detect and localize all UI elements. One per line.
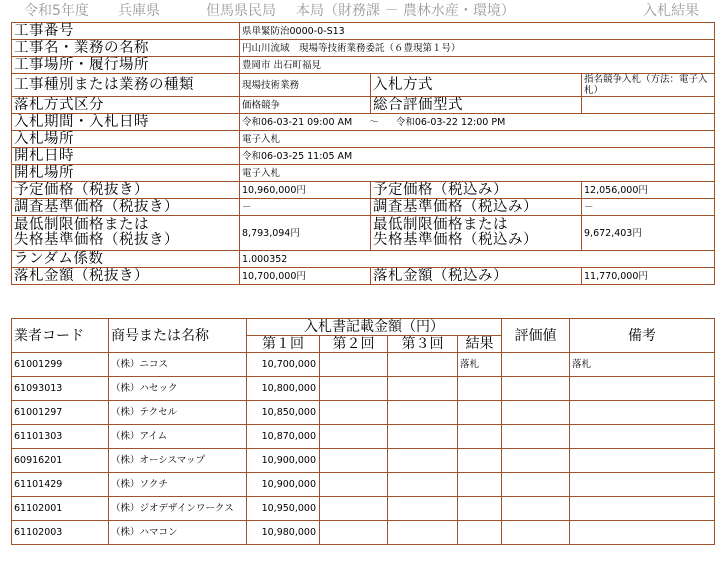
value-saitei-komi: 9,672,403円 <box>582 216 715 251</box>
bid-remarks <box>570 473 715 497</box>
bid-evaluation <box>502 377 570 401</box>
table-row <box>12 425 715 449</box>
header-round1: 第１回 <box>247 336 320 353</box>
prefecture-name: 兵庫県 <box>118 3 160 19</box>
value-kaisatsu-nichiji: 令和06-03-25 11:05 AM <box>240 148 715 165</box>
label-rakusatsu-komi: 落札金額（税込み） <box>371 268 582 285</box>
bid-rows <box>12 353 715 545</box>
vendor-code: 61101429 <box>12 473 109 497</box>
label-yotei-nuki: 予定価格（税抜き） <box>12 182 240 199</box>
label-random: ランダム係数 <box>12 251 240 268</box>
info-row <box>12 97 715 114</box>
bid-round2 <box>320 497 388 521</box>
value-chosa-komi: － <box>582 199 715 216</box>
bid-round1: 10,900,000 <box>247 473 320 497</box>
vendor-code: 61101303 <box>12 425 109 449</box>
bid-result: 落札 <box>458 353 502 377</box>
value-rakusatsu-hoshiki: 価格競争 <box>240 97 371 114</box>
label-rakusatsu-nuki: 落札金額（税抜き） <box>12 268 240 285</box>
value-yotei-nuki: 10,960,000円 <box>240 182 371 199</box>
label-saitei-nuki <box>12 216 240 251</box>
table-row <box>12 521 715 545</box>
vendor-name: （株）ハセック <box>109 377 247 401</box>
table-row <box>12 497 715 521</box>
bid-round3 <box>388 449 458 473</box>
bid-round1: 10,950,000 <box>247 497 320 521</box>
label-yotei-komi: 予定価格（税込み） <box>371 182 582 199</box>
vendor-name: （株）ジオデザインワークス <box>109 497 247 521</box>
info-row <box>12 165 715 182</box>
bid-remarks <box>570 521 715 545</box>
bid-round2 <box>320 401 388 425</box>
value-rakusatsu-nuki: 10,700,000円 <box>240 268 371 285</box>
value-kaisatsu-basho: 電子入札 <box>240 165 715 182</box>
bids-header-row <box>12 319 715 336</box>
bid-evaluation <box>502 449 570 473</box>
bid-remarks: 落札 <box>570 353 715 377</box>
bid-round3 <box>388 353 458 377</box>
value-sogo-hyoka <box>582 97 715 114</box>
bid-remarks <box>570 425 715 449</box>
label-rakusatsu-hoshiki: 落札方式区分 <box>12 97 240 114</box>
bid-result <box>458 449 502 473</box>
bid-round2 <box>320 521 388 545</box>
table-row <box>12 449 715 473</box>
label-nyusatsu-hoshiki: 入札方式 <box>371 74 582 97</box>
bid-result <box>458 473 502 497</box>
vendor-code: 61093013 <box>12 377 109 401</box>
contract-info-table <box>11 22 715 285</box>
value-yotei-komi: 12,056,000円 <box>582 182 715 199</box>
bid-remarks <box>570 449 715 473</box>
value-kikan <box>240 114 715 131</box>
bid-evaluation <box>502 473 570 497</box>
table-row <box>12 401 715 425</box>
document-title: 入札結果 <box>643 3 699 19</box>
bid-remarks <box>570 377 715 401</box>
bid-remarks <box>570 497 715 521</box>
value-basho: 豊岡市 出石町福見 <box>240 57 715 74</box>
value-saitei-nuki: 8,793,094円 <box>240 216 371 251</box>
info-row <box>12 199 715 216</box>
bid-round2 <box>320 377 388 401</box>
label-koji-mei: 工事名・業務の名称 <box>12 40 240 57</box>
bid-result <box>458 425 502 449</box>
vendor-code: 61001297 <box>12 401 109 425</box>
value-chosa-nuki: － <box>240 199 371 216</box>
value-random: 1.000352 <box>240 251 715 268</box>
label-koji-bango: 工事番号 <box>12 23 240 40</box>
label-kikan: 入札期間・入札日時 <box>12 114 240 131</box>
value-koji-bango: 県単緊防治0000-0-S13 <box>240 23 715 40</box>
table-row <box>12 353 715 377</box>
header-amount-group: 入札書記載金額（円） <box>247 319 502 336</box>
value-nyusatsu-hoshiki: 指名競争入札（方法：電子入札） <box>582 74 715 97</box>
bid-evaluation <box>502 497 570 521</box>
header-result: 結果 <box>458 336 502 353</box>
value-shurui: 現場技術業務 <box>240 74 371 97</box>
bureau-name: 但馬県民局 <box>206 3 276 19</box>
bid-round3 <box>388 473 458 497</box>
bid-result <box>458 521 502 545</box>
bid-round2 <box>320 473 388 497</box>
vendor-name: （株）ニコス <box>109 353 247 377</box>
info-row <box>12 216 715 251</box>
kikan-separator: ～ <box>369 116 379 128</box>
label-chosa-komi: 調査基準価格（税込み） <box>371 199 582 216</box>
header-code: 業者コード <box>12 319 109 353</box>
vendor-name: （株）テクセル <box>109 401 247 425</box>
kikan-start: 令和06-03-21 09:00 AM <box>242 116 353 128</box>
bid-results-table <box>11 318 715 545</box>
label-kaisatsu-basho: 開札場所 <box>12 165 240 182</box>
header-remarks: 備考 <box>570 319 715 353</box>
info-row <box>12 114 715 131</box>
bid-round3 <box>388 377 458 401</box>
label-shurui: 工事種別または業務の種類 <box>12 74 240 97</box>
fiscal-year: 令和5年度 <box>24 3 89 19</box>
bid-evaluation <box>502 425 570 449</box>
label-chosa-nuki: 調査基準価格（税抜き） <box>12 199 240 216</box>
division-name: 本局（財務課 － 農林水産・環境） <box>296 3 515 19</box>
saitei-nuki-line1: 最低制限価格または <box>14 217 149 233</box>
label-nyusatsu-basho: 入札場所 <box>12 131 240 148</box>
header-round3: 第３回 <box>388 336 458 353</box>
bid-result <box>458 377 502 401</box>
bid-result <box>458 497 502 521</box>
label-sogo-hyoka: 総合評価型式 <box>371 97 582 114</box>
bid-round2 <box>320 353 388 377</box>
vendor-name: （株）オーシスマップ <box>109 449 247 473</box>
saitei-nuki-line2: 失格基準価格（税抜き） <box>14 232 179 248</box>
header-round2: 第２回 <box>320 336 388 353</box>
bid-round3 <box>388 497 458 521</box>
value-koji-mei: 円山川流域 現場等技術業務委託（６豊現第１号） <box>240 40 715 57</box>
bid-round1: 10,870,000 <box>247 425 320 449</box>
value-nyusatsu-basho: 電子入札 <box>240 131 715 148</box>
document-header <box>0 0 723 22</box>
header-name: 商号または名称 <box>109 319 247 353</box>
info-row <box>12 40 715 57</box>
info-row <box>12 131 715 148</box>
vendor-code: 61102003 <box>12 521 109 545</box>
vendor-name: （株）アイム <box>109 425 247 449</box>
bid-remarks <box>570 401 715 425</box>
vendor-code: 60916201 <box>12 449 109 473</box>
bid-evaluation <box>502 353 570 377</box>
header-evaluation: 評価値 <box>502 319 570 353</box>
saitei-komi-line2: 失格基準価格（税込み） <box>373 232 538 248</box>
vendor-name: （株）ソクチ <box>109 473 247 497</box>
bid-round3 <box>388 521 458 545</box>
kikan-end: 令和06-03-22 12:00 PM <box>395 116 506 128</box>
value-rakusatsu-komi: 11,770,000円 <box>582 268 715 285</box>
bid-round1: 10,800,000 <box>247 377 320 401</box>
table-row <box>12 377 715 401</box>
vendor-code: 61102001 <box>12 497 109 521</box>
info-row <box>12 251 715 268</box>
bid-round1: 10,980,000 <box>247 521 320 545</box>
bid-round3 <box>388 425 458 449</box>
bid-round1: 10,700,000 <box>247 353 320 377</box>
bid-result <box>458 401 502 425</box>
info-row <box>12 182 715 199</box>
bid-evaluation <box>502 401 570 425</box>
bid-round1: 10,850,000 <box>247 401 320 425</box>
bid-evaluation <box>502 521 570 545</box>
vendor-name: （株）ハマコン <box>109 521 247 545</box>
vendor-code: 61001299 <box>12 353 109 377</box>
label-saitei-komi <box>371 216 582 251</box>
bid-round1: 10,900,000 <box>247 449 320 473</box>
info-row <box>12 268 715 285</box>
info-row <box>12 23 715 40</box>
info-row <box>12 57 715 74</box>
info-row <box>12 74 715 97</box>
bid-round2 <box>320 425 388 449</box>
bid-round3 <box>388 401 458 425</box>
bid-round2 <box>320 449 388 473</box>
saitei-komi-line1: 最低制限価格または <box>373 217 508 233</box>
label-kaisatsu-nichiji: 開札日時 <box>12 148 240 165</box>
label-basho: 工事場所・履行場所 <box>12 57 240 74</box>
table-row <box>12 473 715 497</box>
info-row <box>12 148 715 165</box>
